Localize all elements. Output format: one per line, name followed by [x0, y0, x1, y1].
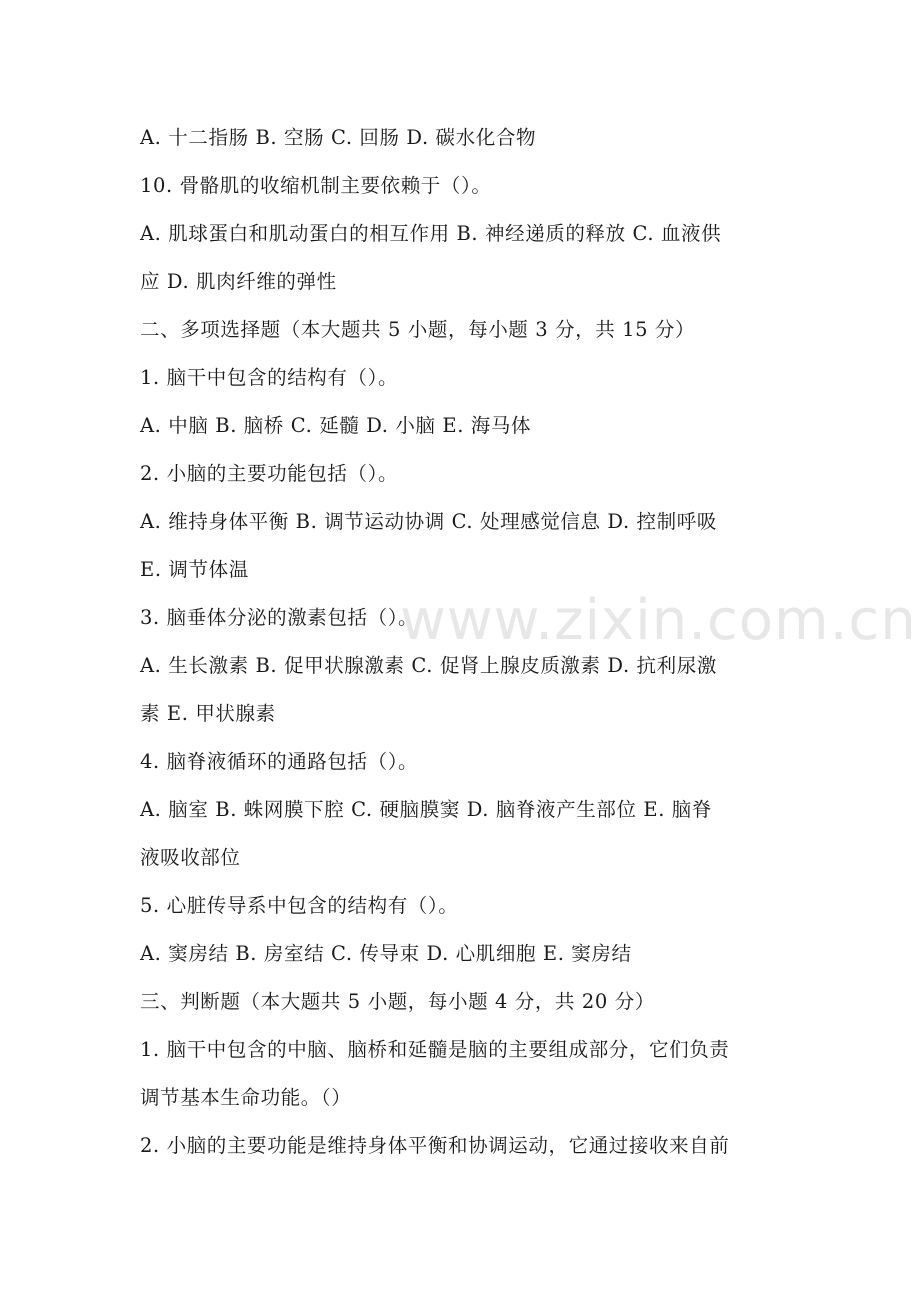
document-body — [140, 114, 780, 1170]
option-line: 液吸收部位 — [140, 846, 241, 869]
option-line: 应 D. 肌肉纤维的弹性 — [140, 270, 337, 293]
question-line: 调节基本生命功能。（） — [140, 1086, 352, 1109]
option-line: A. 生长激素 B. 促甲状腺激素 C. 促肾上腺皮质激素 D. 抗利尿激 — [140, 654, 717, 677]
section-heading: 二、多项选择题（本大题共 5 小题，每小题 3 分，共 15 分） — [140, 318, 696, 341]
question-line: 2. 小脑的主要功能是维持身体平衡和协调运动，它通过接收来自前 — [140, 1134, 730, 1157]
option-line: A. 中脑 B. 脑桥 C. 延髓 D. 小脑 E. 海马体 — [140, 414, 532, 437]
question-line: 3. 脑垂体分泌的激素包括（）。 — [140, 606, 419, 629]
section-heading: 三、判断题（本大题共 5 小题，每小题 4 分，共 20 分） — [140, 990, 655, 1013]
question-line: 2. 小脑的主要功能包括（）。 — [140, 462, 399, 485]
option-line: A. 肌球蛋白和肌动蛋白的相互作用 B. 神经递质的释放 C. 血液供 — [140, 222, 722, 245]
question-line: 5. 心脏传导系中包含的结构有（）。 — [140, 894, 459, 917]
question-line: 1. 脑干中包含的结构有（）。 — [140, 366, 399, 389]
question-line: 10. 骨骼肌的收缩机制主要依赖于（）。 — [140, 174, 492, 197]
option-line: E. 调节体温 — [140, 558, 249, 581]
option-line: 素 E. 甲状腺素 — [140, 702, 276, 725]
option-line: A. 脑室 B. 蛛网膜下腔 C. 硬脑膜窦 D. 脑脊液产生部位 E. 脑脊 — [140, 798, 712, 821]
option-line: A. 窦房结 B. 房室结 C. 传导束 D. 心肌细胞 E. 窦房结 — [140, 942, 632, 965]
option-line: A. 十二指肠 B. 空肠 C. 回肠 D. 碳水化合物 — [140, 126, 537, 149]
question-line: 4. 脑脊液循环的通路包括（）。 — [140, 750, 419, 773]
question-line: 1. 脑干中包含的中脑、脑桥和延髓是脑的主要组成部分，它们负责 — [140, 1038, 730, 1061]
watermark: www.zixin.com.cn — [400, 588, 917, 653]
option-line: A. 维持身体平衡 B. 调节运动协调 C. 处理感觉信息 D. 控制呼吸 — [140, 510, 717, 533]
